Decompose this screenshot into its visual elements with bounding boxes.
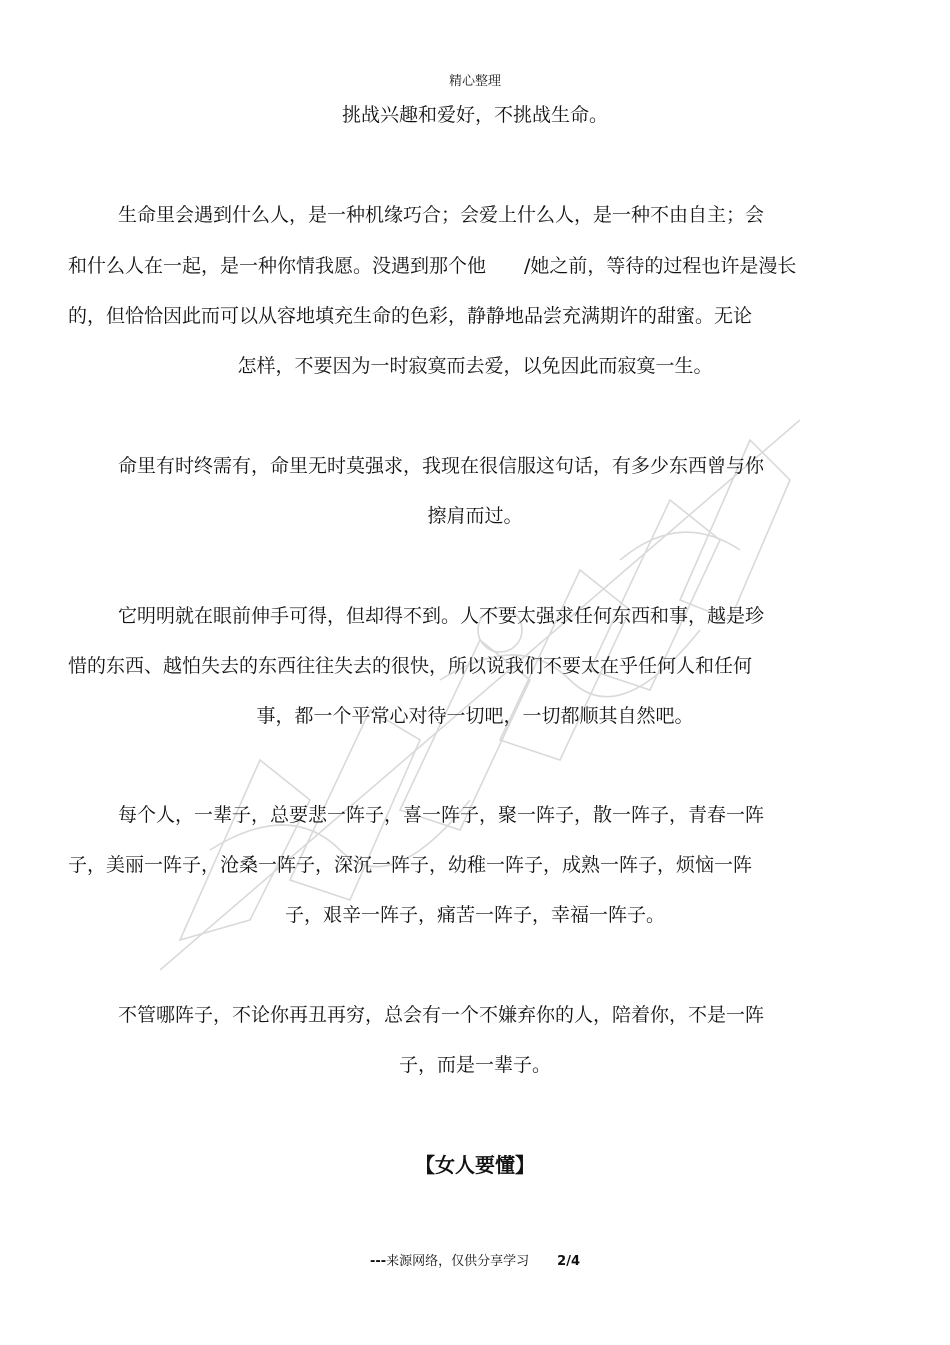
page-footer [0, 1250, 950, 1269]
body-line: 生命里会遇到什么人，是一种机缘巧合；会爱上什么人，是一种不由自主；会 [118, 204, 765, 226]
body-line: 惜的东西、越怕失去的东西往往失去的很快，所以说我们不要太在乎任何人和任何 [68, 655, 753, 677]
body-line: 挑战兴趣和爱好，不挑战生命。 [341, 104, 608, 126]
footer-source: 来源网络，仅供分享学习 [386, 1254, 530, 1269]
body-line: 命里有时终需有，命里无时莫强求，我现在很信服这句话，有多少东西曾与你 [118, 455, 765, 477]
body-line: 它明明就在眼前伸手可得，但却得不到。人不要太强求任何东西和事，越是珍 [118, 605, 765, 627]
body-line: 不管哪阵子，不论你再丑再穷，总会有一个不嫌弃你的人，陪着你，不是一阵 [118, 1004, 765, 1026]
body-line: 子，而是一辈子。 [398, 1054, 551, 1076]
body-line: 的，但恰恰因此而可以从容地填充生命的色彩，静静地品尝充满期许的甜蜜。无论 [68, 305, 753, 327]
section-heading: 【女人要懂】 [415, 1153, 535, 1177]
page-header: 精心整理 [448, 74, 501, 89]
body-line: 和什么人在一起，是一种你情我愿。没遇到那个他 /她之前，等待的过程也许是漫长 [68, 255, 797, 277]
body-line: 每个人，一辈子，总要悲一阵子，喜一阵子，聚一阵子，散一阵子，青春一阵 [118, 804, 765, 826]
body-line: 怎样，不要因为一时寂寞而去爱，以免因此而寂寞一生。 [237, 355, 713, 377]
body-line: 子，美丽一阵子，沧桑一阵子，深沉一阵子，幼稚一阵子，成熟一阵子，烦恼一阵 [68, 854, 753, 876]
body-line: 事，都一个平常心对待一切吧，一切都顺其自然吧。 [256, 705, 694, 727]
body-line: 擦肩而过。 [427, 505, 523, 527]
page-number: 2/4 [557, 1254, 581, 1269]
body-line: 子，艰辛一阵子，痛苦一阵子，幸福一阵子。 [284, 904, 665, 926]
footer-dashes: --- [369, 1254, 387, 1269]
